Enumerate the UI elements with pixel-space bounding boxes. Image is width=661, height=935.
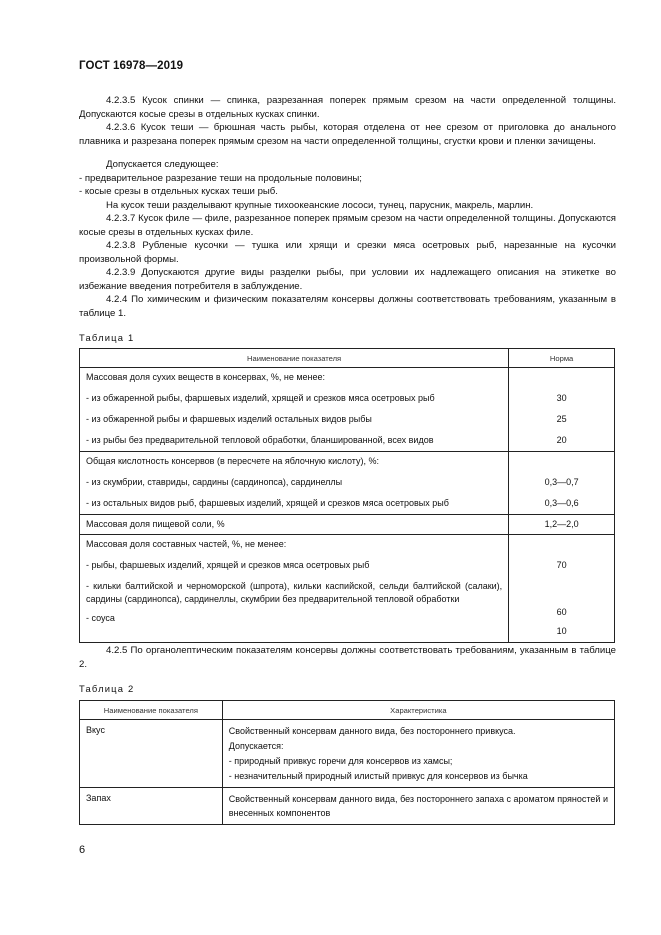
paragraph-4-2-3-5: 4.2.3.5 Кусок спинки — спинка, разрезанная поперек прямым срезом на части определенной толщины. Допускаются косые срезы в отдельных кусках спинки. bbox=[79, 95, 616, 120]
table2-text-line: Свойственный консервам данного вида, без постороннего привкуса. bbox=[228, 726, 516, 736]
table-1 bbox=[79, 348, 615, 643]
table1-caption: Таблица 1 bbox=[79, 332, 135, 343]
table1-group-salt bbox=[80, 515, 615, 535]
paragraph-4-2-4: 4.2.4 По химическим и физическим показателям консервы должны соответствовать требованиям, указанным в таблице 1. bbox=[79, 294, 616, 319]
table1-row-value: 70 bbox=[556, 560, 567, 570]
table1-row-value: 10 bbox=[556, 626, 567, 636]
table2-row-taste bbox=[80, 720, 615, 788]
table1-col-norm: Норма bbox=[509, 349, 615, 368]
paragraph-tesha-note: На кусок теши разделывают крупные тихоокеанские лососи, тунец, парусник, макрель, марлин. bbox=[106, 200, 534, 211]
paragraph-4-2-3-9: 4.2.3.9 Допускаются другие виды разделки рыбы, при условии их надлежащего описания на этикетке во избежание введения потребителя в заблуждение. bbox=[79, 267, 616, 292]
table1-group-title: Массовая доля составных частей, %, не менее: bbox=[86, 539, 287, 549]
paragraph-4-2-3-7: 4.2.3.7 Кусок филе — филе, разрезанное поперек прямым срезом на части определенной толщины. Допускаются косые срезы в отдельных кусках филе. bbox=[79, 213, 616, 238]
paragraph-4-2-3-8: 4.2.3.8 Рубленые кусочки — тушка или хрящи и срезки мяса осетровых рыб, нарезанные на кусочки произвольной формы. bbox=[79, 240, 616, 265]
table2-row-name: Запах bbox=[86, 793, 111, 803]
table1-row-label: - из рыбы без предварительной тепловой обработки, бланшированной, всех видов bbox=[86, 435, 434, 445]
table2-header bbox=[80, 701, 615, 720]
table2-text-line: Свойственный консервам данного вида, без постороннего запаха с ароматом пряностей и внесенных компонентов bbox=[228, 794, 608, 818]
paragraph-4-2-3-6: 4.2.3.6 Кусок теши — брюшная часть рыбы, которая отделена от нее срезом от приголовка до анального плавника и разрезана поперек прямым срезом на части определенной толщины, сгустки крови и пленки зачищены. bbox=[79, 122, 616, 147]
dash-item-2: - косые срезы в отдельных кусках теши рыб. bbox=[79, 186, 278, 197]
paragraph-allowed: Допускается следующее: bbox=[106, 159, 219, 170]
table1-row-label: - соуса bbox=[86, 613, 115, 623]
table2-text-line: - незначительный природный илистый привкус для консервов из бычка bbox=[228, 771, 528, 781]
table2-caption: Таблица 2 bbox=[79, 683, 135, 694]
table1-row-value: 0,3—0,7 bbox=[544, 477, 579, 487]
table1-group-title: Общая кислотность консервов (в пересчете на яблочную кислоту), %: bbox=[86, 456, 379, 466]
table-2 bbox=[79, 700, 615, 825]
paragraph-4-2-5: 4.2.5 По органолептическим показателям консервы должны соответствовать требованиям, указанным в таблице 2. bbox=[79, 645, 616, 670]
table1-header bbox=[80, 349, 615, 368]
table1-group-acidity bbox=[80, 452, 615, 515]
table1-col-name: Наименование показателя bbox=[80, 349, 509, 368]
table2-text-line: Допускается: bbox=[228, 741, 284, 751]
table1-group-title: Массовая доля сухих веществ в консервах, %, не менее: bbox=[86, 372, 326, 382]
table2-row-smell bbox=[80, 788, 615, 825]
document-code: ГОСТ 16978—2019 bbox=[79, 60, 184, 72]
table1-row-value: 20 bbox=[556, 435, 567, 445]
table1-row-value: 30 bbox=[556, 393, 567, 403]
table2-col-name: Наименование показателя bbox=[80, 701, 223, 720]
table1-row-label: - из скумбрии, ставриды, сардины (сардинопса), сардинеллы bbox=[86, 477, 343, 487]
table1-row-value: 60 bbox=[556, 607, 567, 617]
table1-row-label: - рыбы, фаршевых изделий, хрящей и срезков мяса осетровых рыб bbox=[86, 560, 370, 570]
table1-row-label: - из остальных видов рыб, фаршевых изделий, хрящей и срезков мяса осетровых рыб bbox=[86, 498, 449, 508]
table1-group-dry-matter bbox=[80, 368, 615, 452]
table2-col-characteristic: Характеристика bbox=[222, 701, 614, 720]
table2-text-line: - природный привкус горечи для консервов из хамсы; bbox=[228, 756, 453, 766]
table2-row-name: Вкус bbox=[86, 725, 105, 735]
table1-row-value: 0,3—0,6 bbox=[544, 498, 579, 508]
dash-item-1: - предварительное разрезание теши на продольные половины; bbox=[79, 173, 362, 184]
table1-row-label: - кильки балтийской и черноморской (шпрота), кильки каспийской, сельди балтийской (салаки), сардины (сардинопса), сардинеллы, скумбрии без предварительной тепловой обработки bbox=[86, 581, 503, 604]
table1-row-value: 25 bbox=[556, 414, 567, 424]
table1-row-label: - из обжаренной рыбы, фаршевых изделий, хрящей и срезков мяса осетровых рыб bbox=[86, 393, 435, 403]
table1-group-components bbox=[80, 535, 615, 643]
table1-row-value: 1,2—2,0 bbox=[544, 519, 579, 529]
page-number: 6 bbox=[79, 844, 86, 856]
table1-group-title: Массовая доля пищевой соли, % bbox=[86, 519, 225, 529]
table1-row-label: - из обжаренной рыбы и фаршевых изделий остальных видов рыбы bbox=[86, 414, 372, 424]
